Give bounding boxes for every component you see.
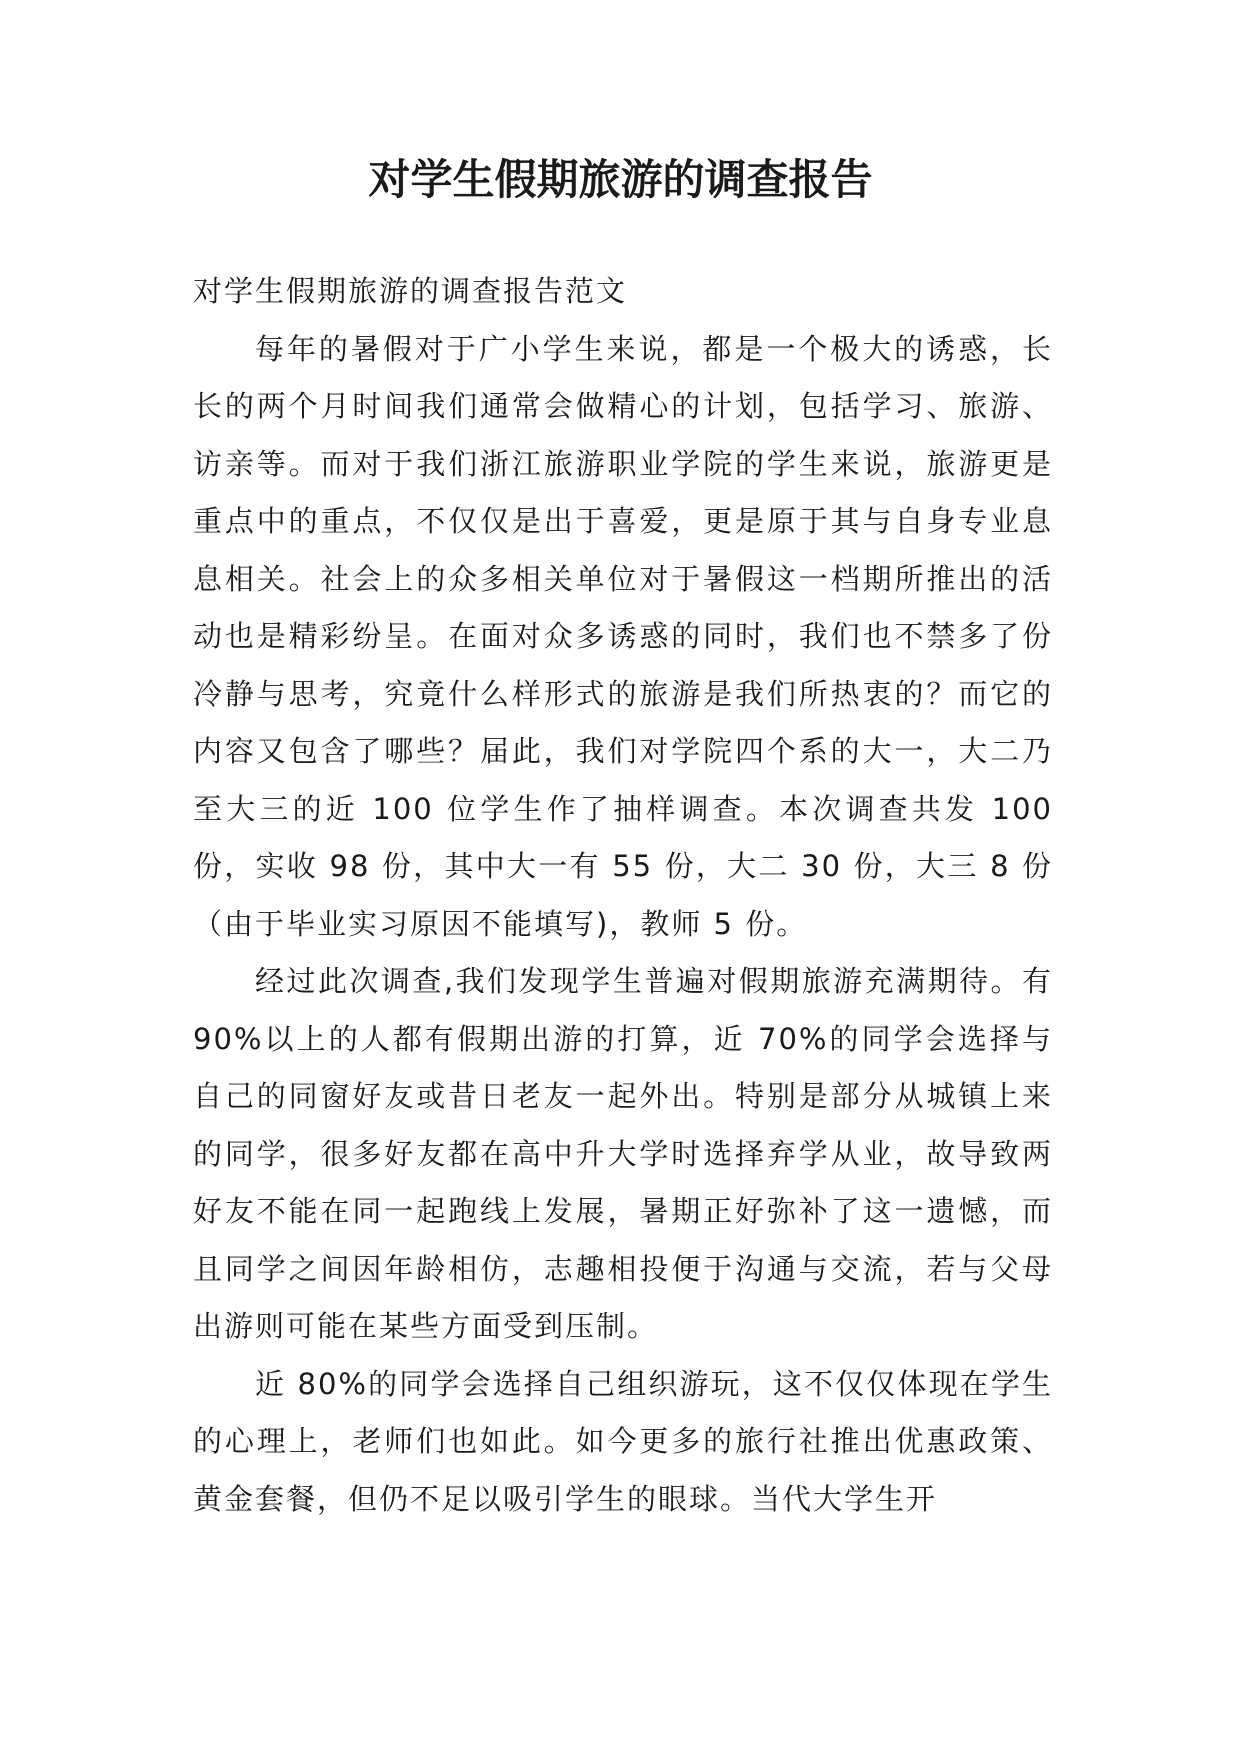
document-title: 对学生假期旅游的调查报告	[368, 155, 873, 204]
paragraph-self-organized: 近 80%的同学会选择自己组织游玩，这不仅仅体现在学生的心理上，老师们也如此。如今更多的旅行社推出优惠政策、黄金套餐，但仍不足以吸引学生的眼球。当代大学生开	[193, 1366, 1053, 1516]
document-subtitle: 对学生假期旅游的调查报告范文	[193, 274, 628, 308]
paragraph-intro: 每年的暑假对于广小学生来说，都是一个极大的诱惑，长长的两个月时间我们通常会做精心的计划，包括学习、旅游、访亲等。而对于我们浙江旅游职业学院的学生来说，旅游更是重点中的重点，不仅仅是出于喜爱，更是原于其与自身专业息息相关。社会上的众多相关单位对于暑假这一档期所推出的活动也是精彩纷呈。在面对众多诱惑的同时，我们也不禁多了份冷静与思考，究竟什么样形式的旅游是我们所热衷的？而它的内容又包含了哪些？届此，我们对学院四个系的大一，大二乃至大三的近 100 位学生作了抽样调查。本次调查共发 100 份，实收 98 份，其中大一有 55 份，大二 30 份，大三 8 份（由于毕业实习原因不能填写)，教师 5 份。	[193, 331, 1053, 941]
document-body	[193, 263, 1053, 1528]
paragraph-findings: 经过此次调查,我们发现学生普遍对假期旅游充满期待。有 90%以上的人都有假期出游的打算，近 70%的同学会选择与自己的同窗好友或昔日老友一起外出。特别是部分从城镇上来的同学，很多好友都在高中升大学时选择弃学从业，故导致两好友不能在同一起跑线上发展，暑期正好弥补了这一遗憾，而且同学之间因年龄相仿，志趣相投便于沟通与交流，若与父母出游则可能在某些方面受到压制。	[193, 964, 1053, 1343]
